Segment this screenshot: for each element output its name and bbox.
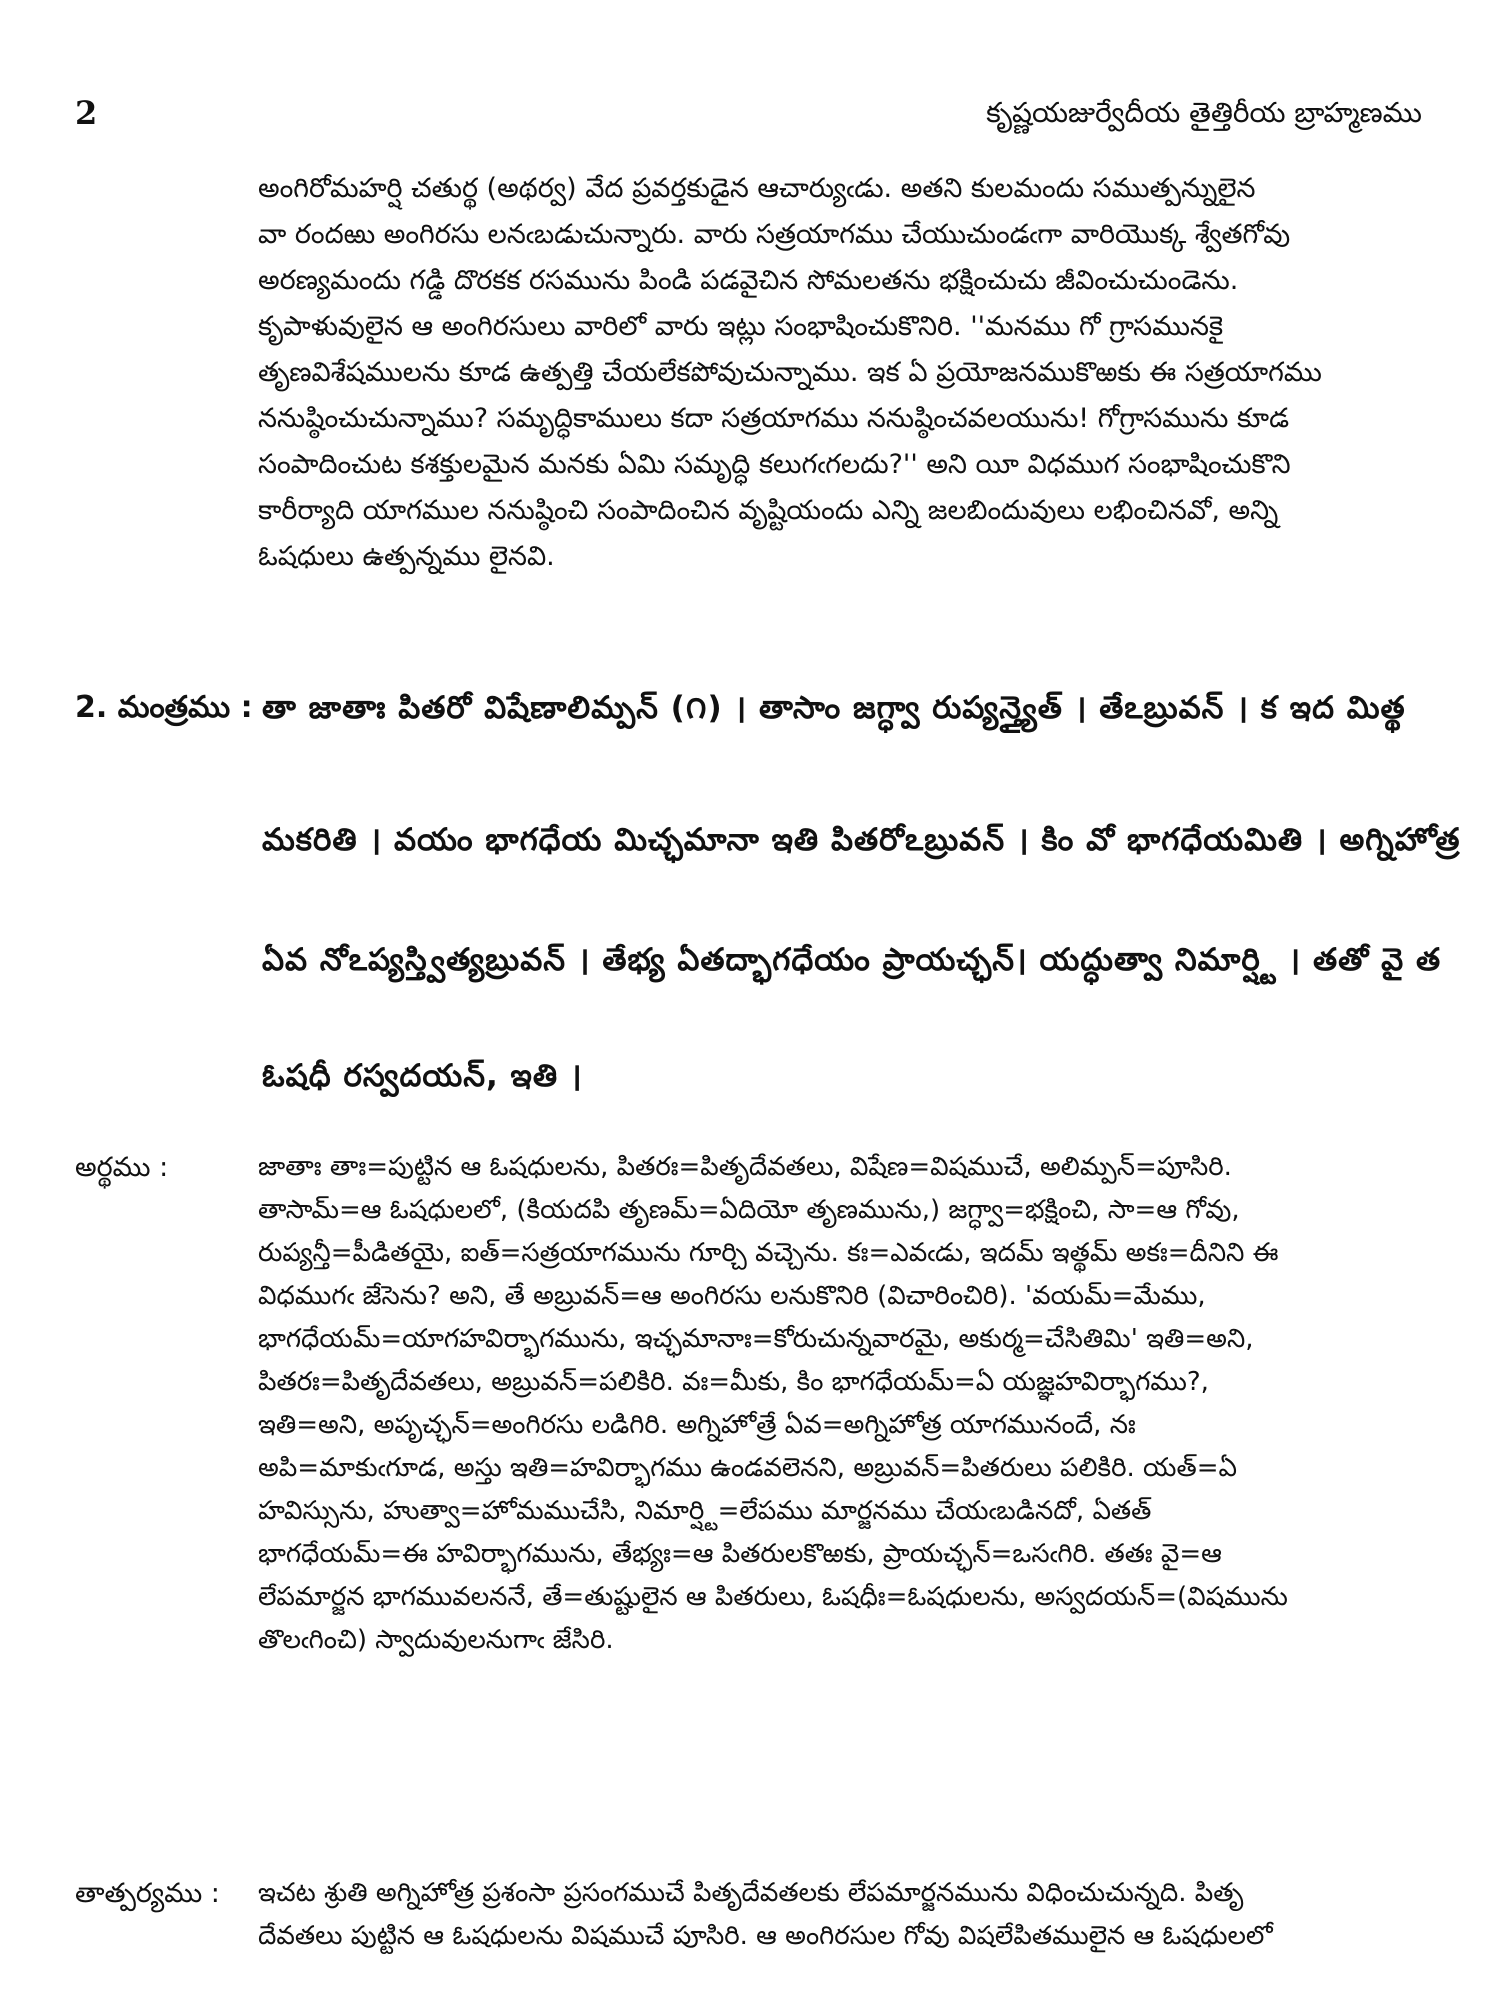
intro-line: సంపాదించుట కశక్తులమైన మనకు ఏమి సమృద్ధి కలుగఁగలదు?'' అని యీ విధముగ సంభాషించుకొని — [258, 449, 1291, 480]
meaning-line: లేపమార్జన భాగమువలననే, తే=తుష్టులైన ఆ పితరులు, ఓషధీః=ఓషధులను, అస్వదయన్=(విషమును — [258, 1582, 1288, 1612]
purport-line: దేవతలు పుట్టిన ఆ ఓషధులను విషముచే పూసిరి. ఆ అంగిరసుల గోవు విషలేపితములైన ఆ ఓషధులలో — [258, 1921, 1273, 1951]
meaning-line: ఇతి=అని, అపృచ్ఛన్=అంగిరసు లడిగిరి. అగ్నిహోత్రే ఏవ=అగ్నిహోత్ర యాగమునందే, నః — [258, 1410, 1136, 1440]
meaning-body — [258, 1146, 1448, 1662]
intro-line: ఓషధులు ఉత్పన్నము లైనవి. — [258, 541, 555, 572]
meaning-line: విధముగఁ జేసెను? అని, తే అబ్రువన్=ఆ అంగిరసు లనుకొనిరి (విచారించిరి). 'వయమ్=మేము, — [258, 1281, 1206, 1311]
page-number: 2 — [75, 94, 98, 132]
meaning-line: తొలఁగించి) స్వాదువులనుగాఁ జేసిరి. — [258, 1625, 614, 1655]
running-title: కృష్ణయజుర్వేదీయ తైత్తిరీయ బ్రాహ్మణము — [986, 96, 1422, 129]
intro-line: కారీర్యాది యాగముల ననుష్ఠించి సంపాదించిన వృష్టియందు ఎన్ని జలబిందువులు లభించినవో, అన్ని — [258, 495, 1279, 526]
mantra-line: మకరితి । వయం భాగధేయ మిచ్ఛమానా ఇతి పితరోఽబ్రువన్ । కిం వో భాగధేయమితి । అగ్నిహోత్ర — [262, 822, 1461, 858]
meaning-line: జాతాః తాః=పుట్టిన ఆ ఓషధులను, పితరః=పితృదేవతలు, విషేణ=విషముచే, అలిమ్పన్=పూసిరి. — [258, 1152, 1232, 1182]
intro-paragraph — [258, 166, 1448, 580]
intro-line: అంగిరోమహర్షి చతుర్థ (అథర్వ) వేద ప్రవర్తకుడైన ఆచార్యుఁడు. అతని కులమందు సముత్పన్నులైన — [258, 173, 1256, 204]
mantra-label: 2. మంత్రము : — [75, 690, 253, 725]
intro-line: వా రందఱు అంగిరసు లనఁబడుచున్నారు. వారు సత్రయాగము చేయుచుండఁగా వారియొక్క శ్వేతగోవు — [258, 219, 1291, 250]
meaning-line: భాగధేయమ్=ఈ హవిర్భాగమును, తేభ్యః=ఆ పితరులకొఱకు, ప్రాయచ్ఛన్=ఒసఁగిరి. తతః వై=ఆ — [258, 1539, 1222, 1569]
purport-line: ఇచట శ్రుతి అగ్నిహోత్ర ప్రశంసా ప్రసంగముచే పితృదేవతలకు లేపమార్జనమును విధించుచున్నది. పితృ — [258, 1878, 1244, 1908]
meaning-line: హవిస్సును, హుత్వా=హోమముచేసి, నిమార్ష్టి=లేపము మార్జనము చేయఁబడినదో, ఏతత్ — [258, 1496, 1152, 1526]
purport-label: తాత్పర్యము : — [75, 1878, 220, 1909]
meaning-label: అర్థము : — [75, 1152, 169, 1183]
mantra-line: ఏవ నోఽప్యస్త్విత్యబ్రువన్ । తేభ్య ఏతద్భాగధేయం ప్రాయచ్ఛన్। యద్ధుత్వా నిమార్ష్టి । తతో వై త — [262, 942, 1442, 978]
intro-line: అరణ్యమందు గడ్డి దొరకక రసమును పిండి పడవైచిన సోమలతను భక్షించుచు జీవించుచుండెను. — [258, 265, 1239, 296]
intro-line: ననుష్ఠించుచున్నాము? సమృద్ధికాములు కదా సత్రయాగము ననుష్ఠించవలయును! గోగ్రాసమును కూడ — [258, 403, 1290, 434]
meaning-line: తాసామ్=ఆ ఓషధులలో, (కియదపి తృణమ్=ఏదియో తృణమును,) జగ్ధ్వా=భక్షించి, సా=ఆ గోవు, — [258, 1195, 1240, 1225]
meaning-line: అపి=మాకుఁగూడ, అస్తు ఇతి=హవిర్భాగము ఉండవలెనని, అబ్రువన్=పితరులు పలికిరి. యత్=ఏ — [258, 1453, 1237, 1483]
meaning-line: పితరః=పితృదేవతలు, అబ్రువన్=పలికిరి. వః=మీకు, కిం భాగధేయమ్=ఏ యజ్ఞహవిర్భాగము?, — [258, 1367, 1209, 1397]
purport-body — [258, 1872, 1448, 1958]
intro-line: కృపాళువులైన ఆ అంగిరసులు వారిలో వారు ఇట్లు సంభాషించుకొనిరి. ''మనము గో గ్రాసమునకై — [258, 311, 1224, 342]
meaning-line: రుప్యన్తీ=పీడితయై, ఐత్=సత్రయాగమును గూర్చి వచ్చెను. కః=ఎవఁడు, ఇదమ్ ఇత్థమ్ అకః=దీనిని ఈ — [258, 1238, 1279, 1268]
mantra-line: తా జాతాః పితరో విషేణాలిమ్పన్ (౧) । తాసాం జగ్ధ్వా రుప్యన్త్యైత్ । తేఽబ్రువన్ । క ఇద మిత్థ — [262, 690, 1406, 726]
intro-line: తృణవిశేషములను కూడ ఉత్పత్తి చేయలేకపోవుచున్నాము. ఇక ఏ ప్రయోజనముకొఱకు ఈ సత్రయాగము — [258, 357, 1322, 388]
mantra-line: ఓషధీ రస్వదయన్, ఇతి । — [262, 1058, 583, 1094]
meaning-line: భాగధేయమ్=యాగహవిర్భాగమును, ఇచ్ఛమానాః=కోరుచున్నవారమై, అకుర్మ=చేసితిమి' ఇతి=అని, — [258, 1324, 1254, 1354]
